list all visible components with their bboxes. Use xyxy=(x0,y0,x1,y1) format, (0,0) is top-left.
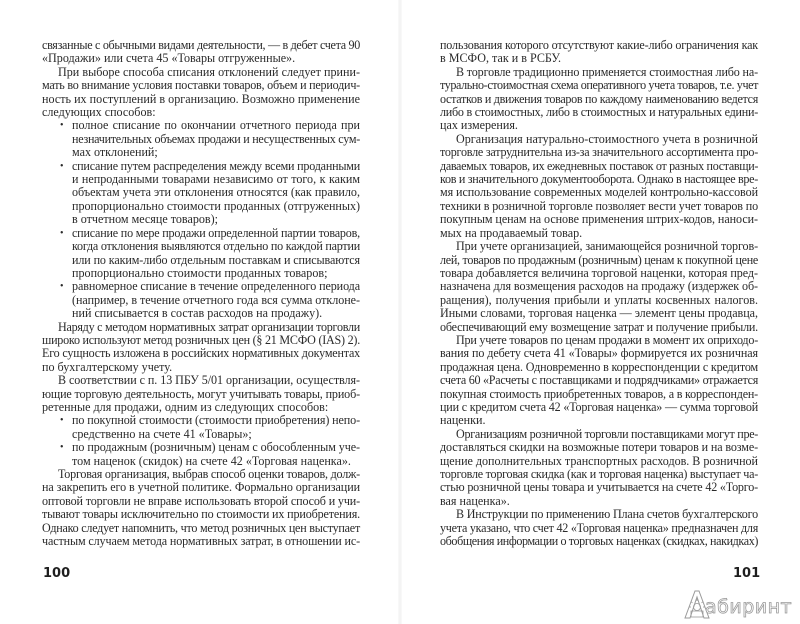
list-item-line: средственно на счете 41 «Товары»; xyxy=(72,426,252,441)
list-item-line: когда отклонения выявляются отдельно по каждой партии xyxy=(72,239,360,254)
list-item-line: и непроданными товарами независимо от того, к каким xyxy=(72,172,360,187)
text-line: торговле торговая скидка (как и торговая наценка) выступает ча- xyxy=(440,467,759,481)
text-line: покупным ценам на основе применения штрих-кодов, наноси- xyxy=(440,212,758,227)
text-line: мых на продаваемый товар. xyxy=(440,225,583,240)
right-page xyxy=(400,0,800,624)
list-item-line: • списание по мере продажи определенной партии товаров, xyxy=(42,227,360,240)
text-line: Организациям розничной торговли поставщиками могут пре- xyxy=(456,426,759,441)
list-item-line: том наценок (скидок) на счете 42 «Торговая наценка». xyxy=(72,453,351,468)
list-item-line: мах отклонений; xyxy=(72,145,158,160)
text-line: продажная цена. Одновременно в корреспонденции с кредитом xyxy=(440,359,758,374)
text-line: связанные с обычными видами деятельности, — в дебет счета 90 xyxy=(42,38,360,52)
list-item-line: пропорционально стоимости проданных (отгруженных) xyxy=(72,198,360,213)
text-line: лей, товаров по продажным (розничным) ценам к покупной цене xyxy=(440,252,758,267)
text-line: щение дополнительных транспортных расходов. В розничной xyxy=(440,453,758,468)
page-number-left: 100 xyxy=(43,566,71,581)
text-line: тывают товары исключительно по стоимости их приобретения. xyxy=(42,507,360,522)
text-line: следующих способов: xyxy=(42,105,156,120)
text-line: либо в стоимостных, либо в стоимостных и натуральных едини- xyxy=(440,105,758,120)
text-line: остатков и движения товаров по каждому наименованию ведется xyxy=(440,91,759,106)
page-number-right: 101 xyxy=(733,566,761,581)
text-line: В соответствии с п. 13 ПБУ 5/01 организации, осуществля- xyxy=(58,373,360,388)
text-line: стью розничной цены товара и учитывается на счете 42 «Торго- xyxy=(440,480,758,495)
text-line: Его сущность изложена в российских нормативных документах xyxy=(42,346,360,361)
text-line: ков и значительного документооборота. Однако в настоящее вре- xyxy=(440,172,758,187)
text-line: Организация натурально-стоимостного учета в розничной xyxy=(456,131,758,146)
list-item-line: • списание путем распределения между всеми проданными xyxy=(42,160,360,173)
text-line: вая наценка». xyxy=(440,493,510,508)
list-item-line: • полное списание по окончании отчетного периода при xyxy=(42,119,360,132)
labirint-watermark-logo xyxy=(683,588,793,620)
text-line: Однако следует напомнить, что метод розничных цен выступает xyxy=(42,520,360,535)
text-line: пользования которого отсутствуют какие-либо ограничения как xyxy=(440,38,758,52)
text-line: «Продажи» или счета 45 «Товары отгруженные». xyxy=(42,51,296,66)
text-line: по бухгалтерскому учету. xyxy=(42,359,173,374)
text-line: покупная стоимость приобретенных товаров, а в корреспонден- xyxy=(440,386,759,401)
text-line: цах измерения. xyxy=(440,118,518,133)
text-line: ции с кредитом счета 42 «Торговая наценка» — сумма торговой xyxy=(440,399,758,414)
text-line: на закрепить его в учетной политике. Формально организации xyxy=(42,480,361,495)
text-line: При учете товаров по ценам продажи в момент их оприходо- xyxy=(456,332,759,347)
list-item-line: (например, в течение отчетного года вся сумма отклоне- xyxy=(72,292,360,307)
text-line: мать во внимание условия поставки товаров, объем и периодич- xyxy=(42,78,360,93)
list-item-line: • равномерное списание в течение определенного периода xyxy=(42,280,360,293)
text-line: ретенные для продажи, одним из следующих способов: xyxy=(42,399,329,414)
text-line: вания по дебету счета 41 «Товары» формируется их розничная xyxy=(440,346,758,361)
text-line: широко используют метод розничных цен (§ 21 МСФО (IAS) 2). xyxy=(42,332,360,347)
text-line: счета 60 «Расчеты с поставщиками и подрядчиками» отражается xyxy=(440,373,758,388)
text-line: техники в розничной торговле позволяет вести учет товаров по xyxy=(440,198,758,213)
text-line: Иными словами, торговая наценка — элемент цены продавца, xyxy=(440,306,758,321)
text-line: наценки. xyxy=(440,413,486,428)
list-item-line: пропорционально стоимости проданных товаров; xyxy=(72,265,328,280)
text-line: При учете организацией, занимающейся розничной торгов- xyxy=(456,239,758,254)
text-line: обеспечивающий ему возмещение затрат и получение прибыли. xyxy=(440,319,758,334)
text-line: в МСФО, так и в РСБУ. xyxy=(440,51,562,66)
text-line: ность их поступлений в организацию. Возможно применение xyxy=(42,91,360,106)
text-line: обобщения информации о торговых наценках (скидках, накидках) xyxy=(440,534,758,549)
text-line: доставляться скидки на возможные потери товаров и на возме- xyxy=(440,440,758,455)
right-page-text xyxy=(440,39,758,548)
left-page-text xyxy=(42,39,360,548)
list-item-line: • по покупной стоимости (стоимости приобретения) непо- xyxy=(42,414,360,427)
text-line: назначена для возмещения расходов на продажу (издержек об- xyxy=(440,279,759,294)
list-item-line: ний списывается в состав расходов на продажу). xyxy=(72,306,323,321)
text-line: ющие торговую деятельность, могут учитывать товары, приоб- xyxy=(42,386,360,401)
text-line: учета указано, что счет 42 «Торговая наценка» предназначен для xyxy=(440,520,759,535)
labirint-logo-text: абиринт xyxy=(705,596,793,618)
text-line: Торговая организация, выбрав способ оценки товаров, долж- xyxy=(58,467,360,481)
list-item-line: • по продажным (розничным) ценам с обособленным уче- xyxy=(42,441,360,454)
list-item-line: незначительных объемах продажи и несущественных сум- xyxy=(72,131,360,146)
text-line: мя использование современных моделей контрольно-кассовой xyxy=(440,185,759,200)
text-line: товара добавляется величина торговой наценки, которая пред- xyxy=(440,265,759,280)
text-line: Наряду с методом нормативных затрат организации торговли xyxy=(58,319,361,334)
text-line: оптовой торговли не вправе использовать второй способ и учи- xyxy=(42,493,360,508)
list-item-line: или по каким-либо отдельным поставкам и списываются xyxy=(72,252,361,267)
list-item-line: в отчетном месяце товаров); xyxy=(72,212,219,227)
text-line: частным случаем метода нормативных затрат, в отношении ис- xyxy=(42,534,360,549)
text-line: В Инструкции по применению Плана счетов бухгалтерского xyxy=(456,507,759,522)
text-line: даваемых товаров, их ежедневных поставок от разных поставщи- xyxy=(440,158,759,173)
text-line: ращения), получения прибыли и уплаты косвенных налогов. xyxy=(440,292,758,307)
list-item-line: объектам учета эти отклонения относятся (как правило, xyxy=(72,185,360,200)
text-line: торговле затруднительна из-за значительного ассортимента про- xyxy=(440,145,759,160)
text-line: При выборе способа списания отклонений следует прини- xyxy=(58,64,360,79)
text-line: турально-стоимостная схема оперативного учета товаров, т.е. учет xyxy=(440,78,759,93)
text-line: В торговле традиционно применяется стоимостная либо на- xyxy=(456,64,758,79)
